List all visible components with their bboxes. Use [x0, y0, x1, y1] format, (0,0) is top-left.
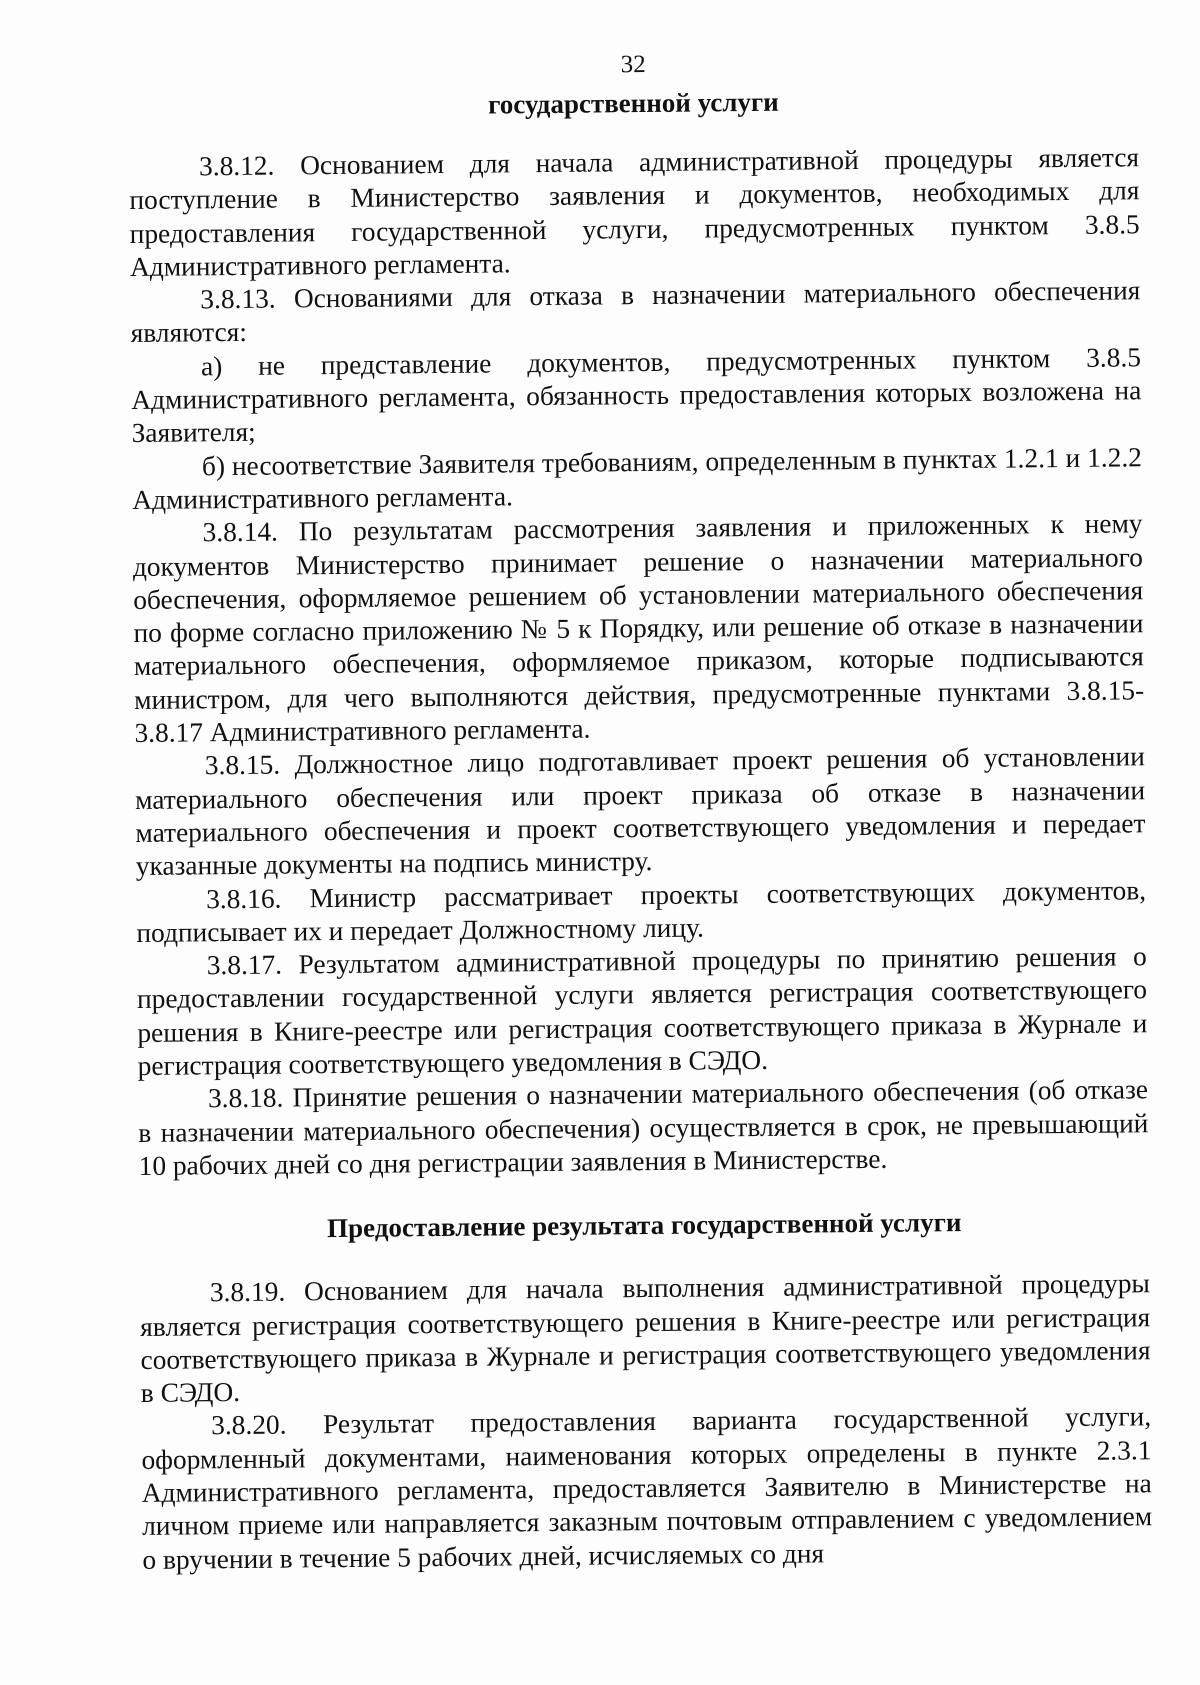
paragraph-3-8-16: 3.8.16. Министр рассматривает проекты соответствующих документов, подписывает их и передает Должностному лицу.	[136, 874, 1147, 948]
paragraph-3-8-14: 3.8.14. По результатам рассмотрения заявления и приложенных к нему документов Министерство принимает решение о назначении материального обеспечения, оформляемое решением об установлении материального обеспечения по форме согласно приложению № 5 к Порядку, или решение об отказе в назначении материального обеспечения, оформляемое приказом, которые подписываются министром, для чего выполняются действия, предусмотренные пунктами 3.8.15-3.8.17 Административного регламента.	[132, 508, 1145, 749]
document-body	[128, 45, 1153, 1577]
paragraph-3-8-13-b: б) несоответствие Заявителя требованиям, определенным в пунктах 1.2.1 и 1.2.2 Административного регламента.	[132, 441, 1143, 515]
page-number: 32	[620, 51, 646, 79]
paragraph-3-8-18: 3.8.18. Принятие решения о назначении материального обеспечения (об отказе в назначении материального обеспечения) осуществляется в срок, не превышающий 10 рабочих дней со дня регистрации заявления в Министерстве.	[138, 1074, 1149, 1181]
paragraph-3-8-17: 3.8.17. Результатом административной процедуры по принятию решения о предоставлении государственной услуги является регистрация соответствующего решения в Книге-реестре или регистрация соответствующего приказа в Журнале и регистрация соответствующего уведомления в СЭДО.	[136, 941, 1148, 1081]
paragraph-3-8-19: 3.8.19. Основанием для начала выполнения административной процедуры является регистрация соответствующего решения в Книге-реестре или регистрация соответствующего приказа в Журнале и регистрация соответствующего уведомления в СЭДО.	[140, 1268, 1151, 1409]
paragraph-3-8-15: 3.8.15. Должностное лицо подготавливает проект решения об установлении материального обеспечения или проект приказа об отказе в назначении материального обеспечения и проект соответствующего уведомления и передает указанные документы на подпись министру.	[135, 741, 1146, 882]
paragraph-3-8-12: 3.8.12. Основанием для начала административной процедуры является поступление в Министерство заявления и документов, необходимых для предоставления государственной услуги, предусмотренных пунктом 3.8.5 Административного регламента.	[129, 142, 1140, 282]
paragraph-3-8-13: 3.8.13. Основаниями для отказа в назначении материального обеспечения являются:	[130, 275, 1141, 349]
heading-continuation: государственной услуги	[488, 86, 779, 120]
paragraph-3-8-20: 3.8.20. Результат предоставления варианта государственной услуги, оформленный документами, наименования которых определены в пункте 2.3.1 Административного регламента, предоставляется Заявителю в Министерстве на личном приеме или направляется заказным почтовым отправлением с уведомлением о вручении в течение 5 рабочих дней, исчисляемых со дня	[141, 1401, 1153, 1575]
section-heading: Предоставление результата государственной услуги	[326, 1207, 962, 1244]
paragraph-3-8-13-a: а) не представление документов, предусмотренных пунктом 3.8.5 Административного регламента, обязанность предоставления которых возложена на Заявителя;	[131, 342, 1142, 449]
